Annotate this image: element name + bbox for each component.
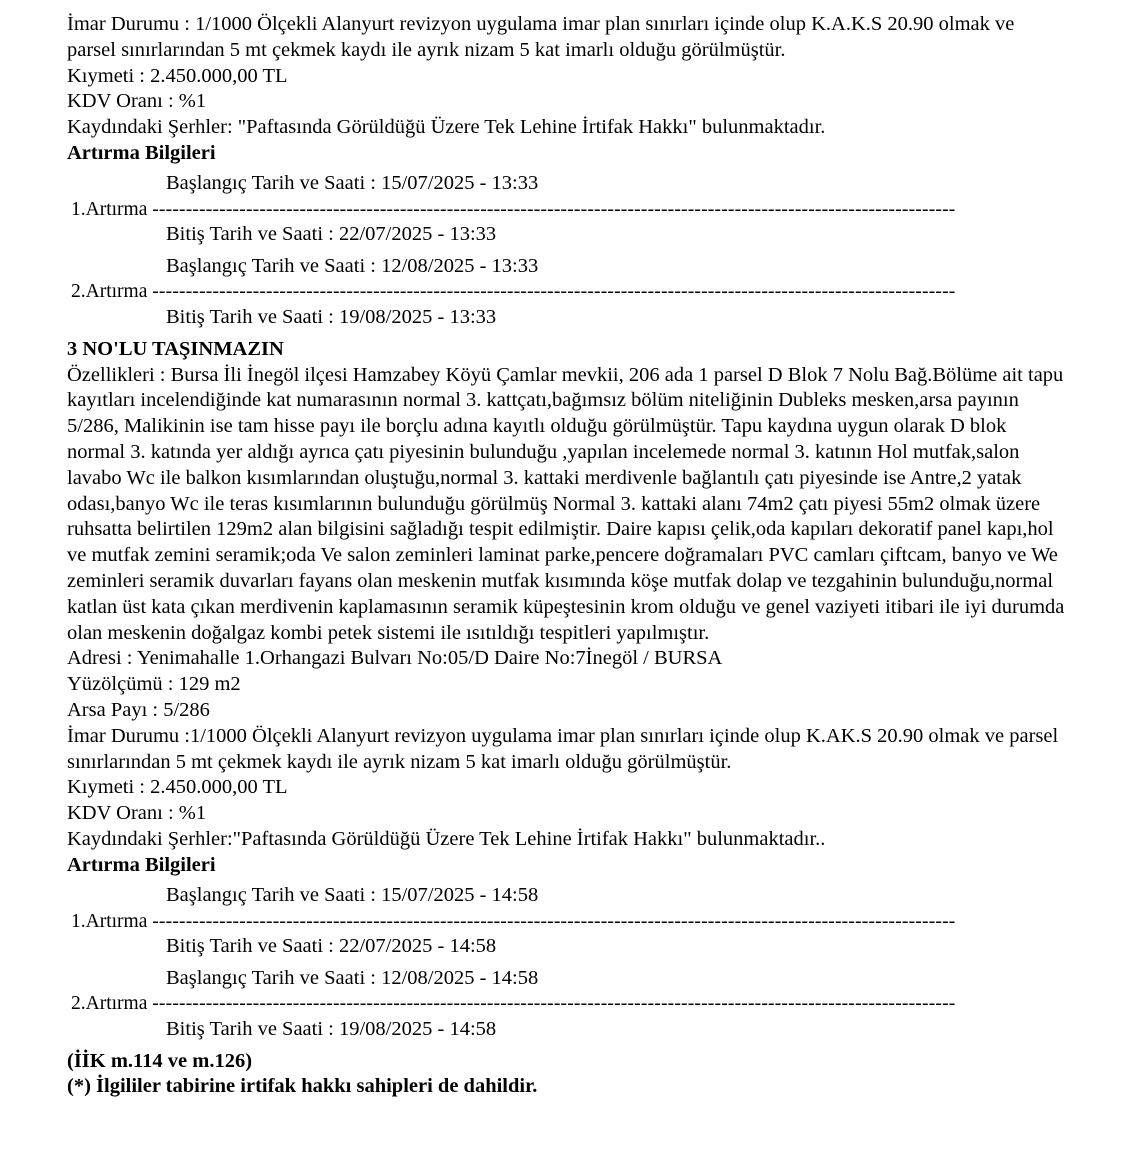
law-reference: (İİK m.114 ve m.126) — [67, 1049, 253, 1072]
auction-2-end: Bitiş Tarih ve Saati : 19/08/2025 - 14:58 — [166, 1017, 497, 1040]
auction-2-label-row: 2.Artırma ------------------------------------------------------------------------------------------------------------------------ — [71, 992, 956, 1014]
auction-schedule-2 — [67, 171, 1067, 337]
kiymet-2: Kıymeti : 2.450.000,00 TL — [67, 64, 288, 87]
property-3-artirma-title: Artırma Bilgileri — [67, 853, 216, 876]
auction-1-label-row: 1.Artırma ------------------------------------------------------------------------------------------------------------------------ — [71, 198, 956, 220]
property-3-kdv: KDV Oranı : %1 — [67, 802, 207, 825]
auction-1-start: Başlangıç Tarih ve Saati : 15/07/2025 - 13:33 — [166, 171, 539, 194]
property-3-imar: İmar Durumu :1/1000 Ölçekli Alanyurt revizyon uygulama imar plan sınırları içinde olup K.AK.S 20.90 olmak ve parsel sınırlarından 5 mt çekmek kaydı ile ayrık nizam 5 kat imarlı olduğu görülmüştür. — [67, 724, 1059, 773]
footnote: (*) İlgililer tabirine irtifak hakkı sahipleri de dahildir. — [67, 1075, 538, 1098]
auction-2-label-row: 2.Artırma ------------------------------------------------------------------------------------------------------------------------ — [71, 280, 956, 302]
property-3-yuzolcumu: Yüzölçümü : 129 m2 — [67, 673, 241, 696]
property-3-heading: 3 NO'LU TAŞINMAZIN — [67, 337, 284, 360]
auction-2-start: Başlangıç Tarih ve Saati : 12/08/2025 - 13:33 — [166, 254, 539, 277]
property-3-adres: Adresi : Yenimahalle 1.Orhangazi Bulvarı No:05/D Daire No:7İnegöl / BURSA — [67, 647, 723, 670]
property-3-kiymet: Kıymeti : 2.450.000,00 TL — [67, 776, 288, 799]
property-3-serhler: Kaydındaki Şerhler:"Paftasında Görüldüğü Üzere Tek Lehine İrtifak Hakkı" bulunmaktadır.. — [67, 827, 826, 850]
cropped-previous-line — [67, 0, 1067, 2]
auction-1-label-row: 1.Artırma ------------------------------------------------------------------------------------------------------------------------ — [71, 910, 956, 932]
auction-2-end: Bitiş Tarih ve Saati : 19/08/2025 - 13:33 — [166, 305, 497, 328]
serhler-2: Kaydındaki Şerhler: "Paftasında Görüldüğü Üzere Tek Lehine İrtifak Hakkı" bulunmaktadır. — [67, 116, 826, 139]
auction-1-end: Bitiş Tarih ve Saati : 22/07/2025 - 13:33 — [166, 222, 497, 245]
property-3-ozellikler: Özellikleri : Bursa İli İnegöl ilçesi Hamzabey Köyü Çamlar mevkii, 206 ada 1 parsel D Blok 7 Nolu Bağ.Bölüme ait tapu kayıtları incelendiğinde kat numarasının normal 3. kattçatı,bağımsız bölüm niteliğinin Dubleks mesken,arsa payının 5/286, Malikinin ise tam hisse payı ile borçlu adına kayıtlı olduğu görülmüştür. Tapu kaydına uygun olarak D blok normal 3. katında yer aldığı ayrıca çatı piyesinin bulunduğu ,yapılan incelemede normal 3. katının Hol mutfak,salon lavabo Wc ile balkon kısımlarından oluştuğu,normal 3. kattaki merdivenle bağlantılı çatı piyesinde ise Antre,2 yatak odası,banyo Wc ile teras kısımlarının bulunduğu görülmüş Normal 3. kattaki alanı 74m2 çatı piyesi 55m2 olmak üzere ruhsatta belirtilen 129m2 alan bilgisini sağladığı tespit edilmiştir. Daire kapısı çelik,oda kapıları dekoratif panel kapı,hol ve mutfak zemini seramik;oda Ve salon zeminleri laminat parke,pencere doğramaları PVC camları çiftcam, banyo ve We zeminleri seramik duvarları fayans olan meskenin mutfak kısımında köşe mutfak dolap ve tezgahinin bulunduğu,normal katlan üst kata çıkan merdivenin kaplamasının seramik küpeştesinin krom olduğu ve genel vaziyeti itibari ile iyi durumda olan meskenin doğalgaz kombi petek sistemi ile ısıtıldığı tespitleri yapılmıştır. — [67, 363, 1065, 644]
kdv-2: KDV Oranı : %1 — [67, 90, 207, 113]
auction-2-start: Başlangıç Tarih ve Saati : 12/08/2025 - 14:58 — [166, 966, 539, 989]
auction-schedule-3 — [67, 883, 1067, 1049]
artirma-title-2: Artırma Bilgileri — [67, 141, 216, 164]
document-page — [67, 12, 1067, 1100]
imar-durumu-2: İmar Durumu : 1/1000 Ölçekli Alanyurt revizyon uygulama imar plan sınırları içinde olup K.A.K.S 20.90 olmak ve parsel sınırlarından 5 mt çekmek kaydı ile ayrık nizam 5 kat imarlı olduğu görülmüştür. — [67, 13, 1015, 61]
property-3-arsa-payi: Arsa Payı : 5/286 — [67, 698, 210, 721]
auction-1-start: Başlangıç Tarih ve Saati : 15/07/2025 - 14:58 — [166, 883, 539, 906]
auction-1-end: Bitiş Tarih ve Saati : 22/07/2025 - 14:58 — [166, 934, 497, 957]
